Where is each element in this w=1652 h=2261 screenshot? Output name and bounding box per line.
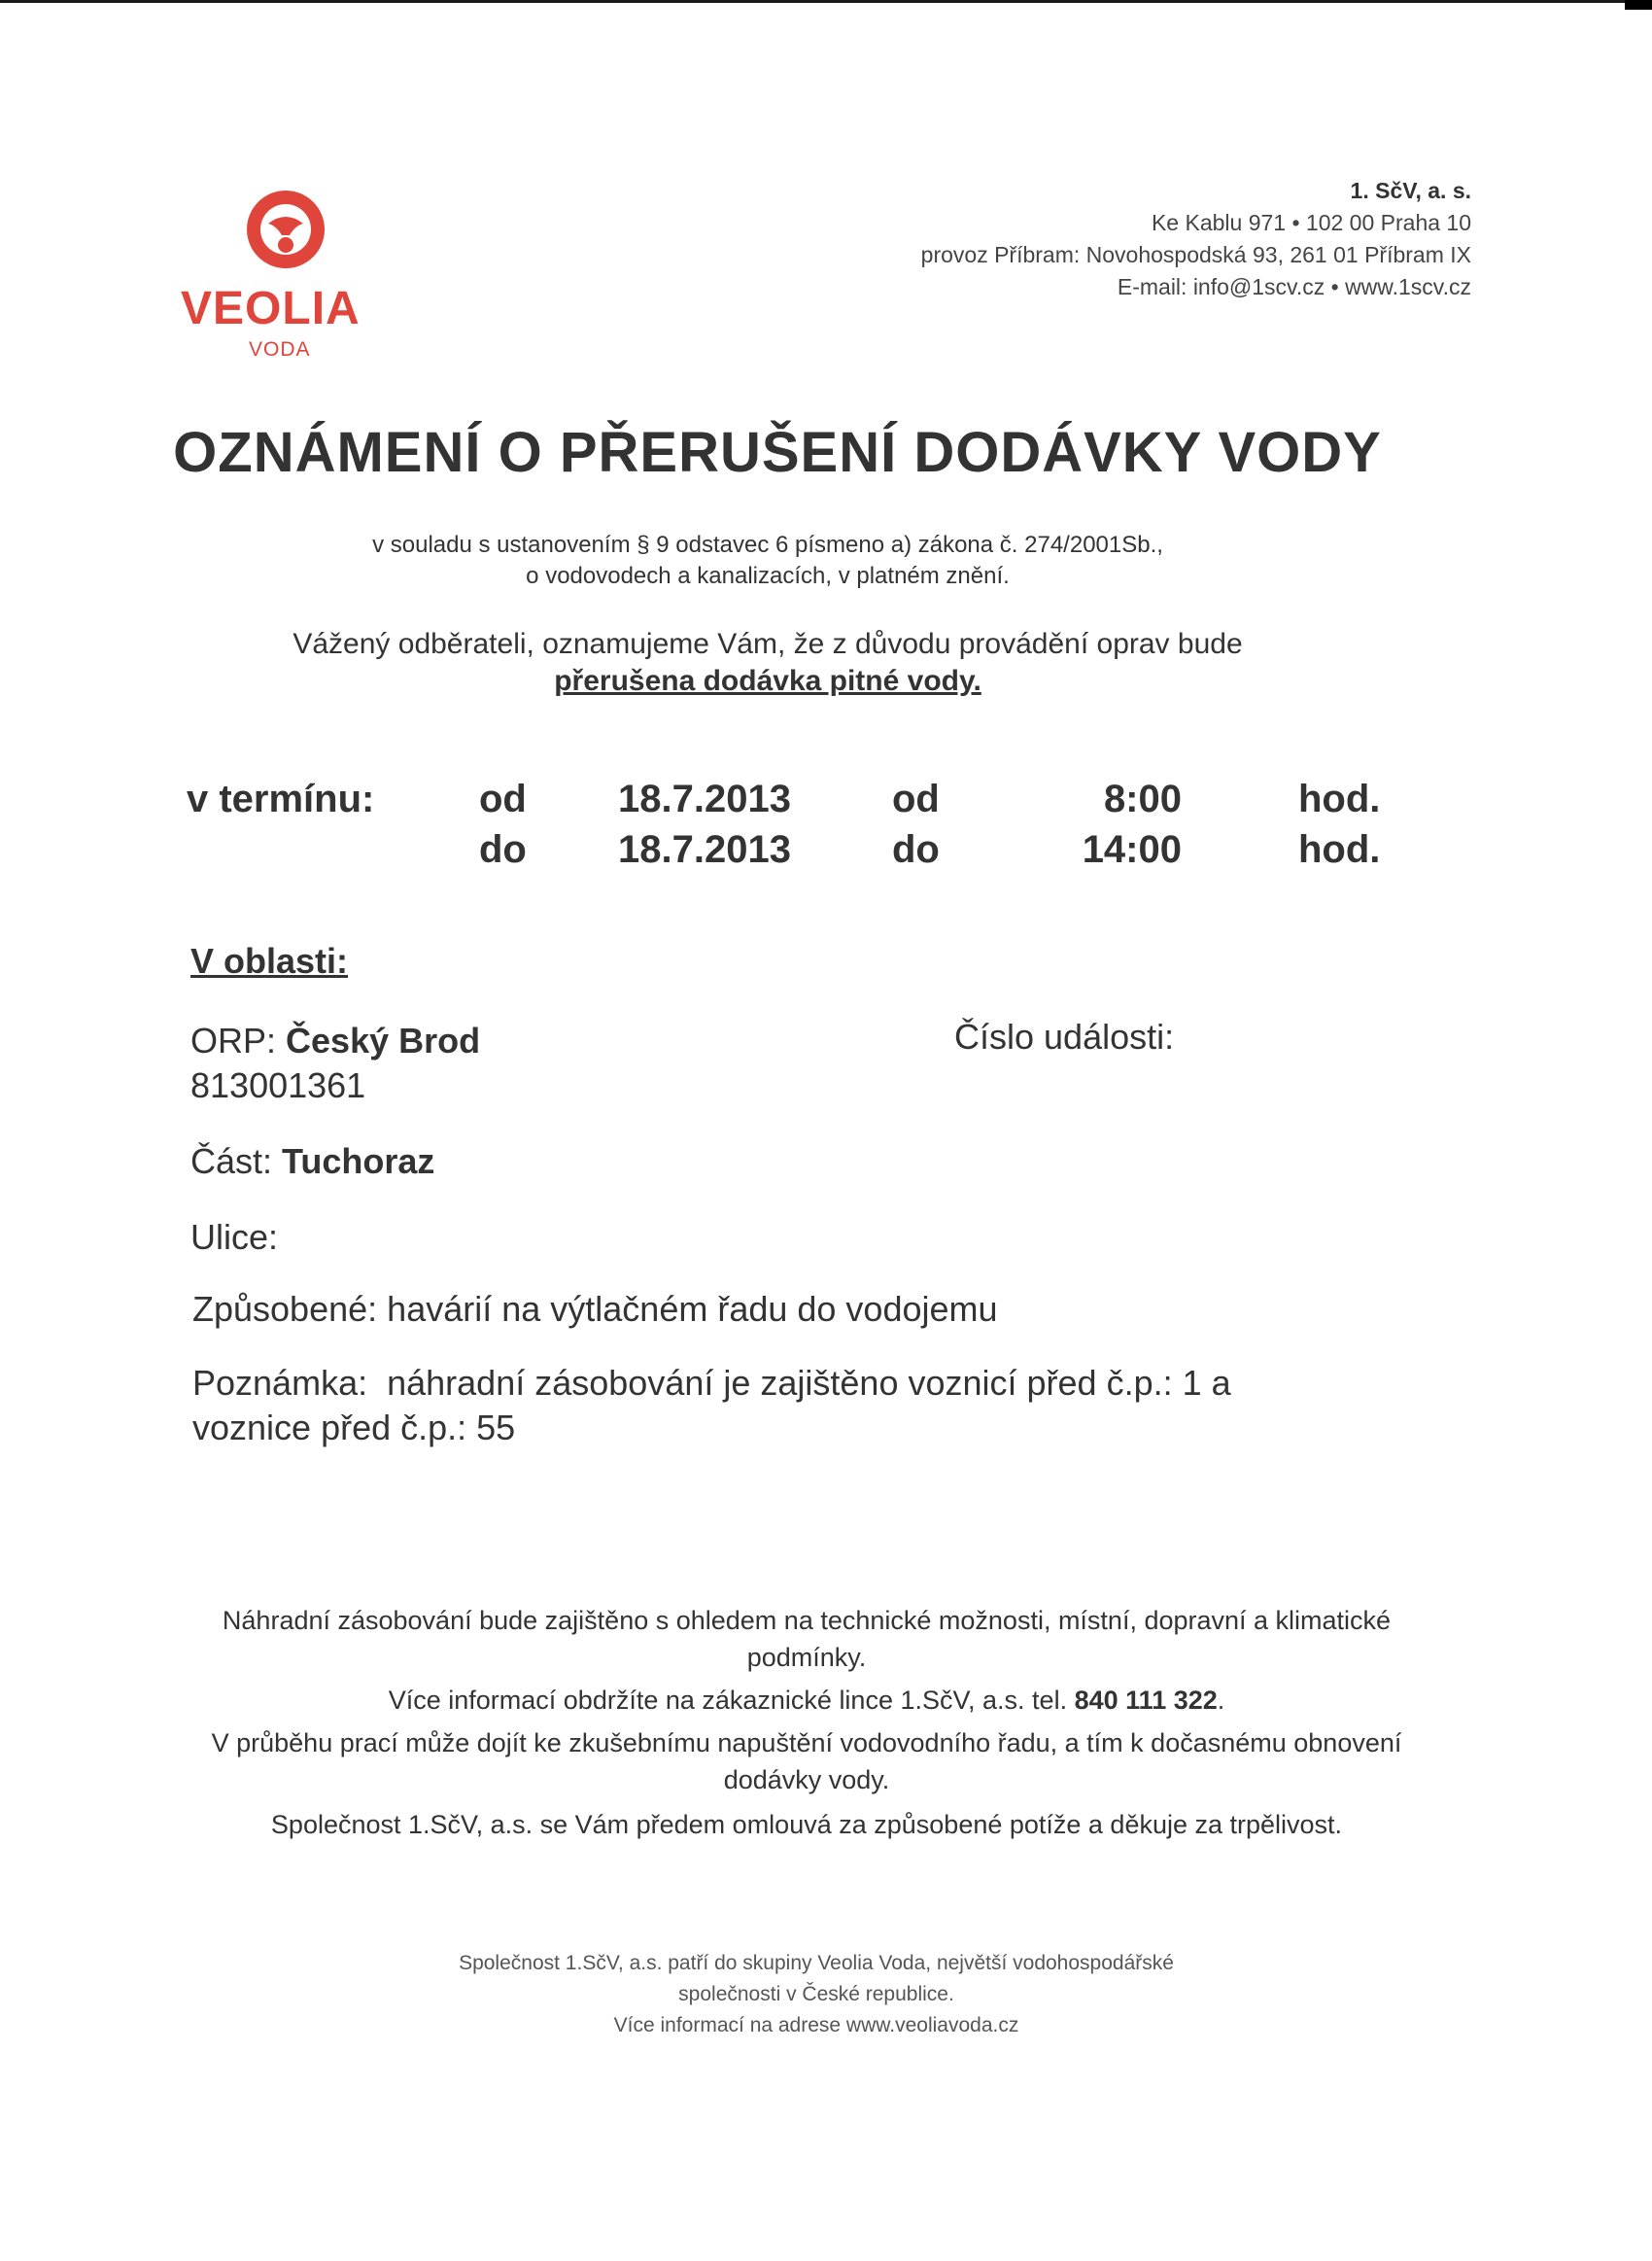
term-row2-date: 18.7.2013	[618, 828, 791, 871]
term-time-words	[892, 774, 940, 875]
term-row2-unit: hod.	[1298, 828, 1381, 871]
footer	[330, 1948, 1302, 2041]
term-row1-word: od	[479, 778, 527, 820]
top-border	[0, 0, 1652, 3]
footer-line-2: společnosti v České republice.	[678, 1983, 954, 2005]
logo-subtitle: VODA	[249, 338, 311, 361]
term-row1-date: 18.7.2013	[618, 778, 791, 820]
hotline-phone: 840 111 322	[1074, 1686, 1218, 1715]
notice-2-end: .	[1217, 1686, 1225, 1715]
notice-1-line-1: Náhradní zásobování bude zajištěno s ohledem na technické možnosti, místní, dopravní a klimatické	[222, 1606, 1392, 1635]
notice-2	[136, 1682, 1477, 1719]
notice-2-text: Více informací obdržíte na zákaznické lince 1.SčV, a.s. tel.	[388, 1686, 1068, 1715]
notice-3-line-2: dodávky vody.	[723, 1765, 890, 1794]
orp-value: Český Brod	[286, 1021, 481, 1061]
orp-code: 813001361	[190, 1065, 366, 1105]
law-line-2: o vodovodech a kanalizacích, v platném znění.	[526, 563, 1010, 589]
notice-3-line-1: V průběhu prací může dojít ke zkušebnímu napuštění vodovodního řadu, a tím k dočasnému obnovení	[211, 1728, 1402, 1757]
part-label: Část:	[190, 1141, 273, 1181]
logo-name: VEOLIA	[181, 283, 361, 334]
part-field	[190, 1139, 434, 1184]
term-row2-time: 14:00	[1082, 828, 1182, 871]
term-row2-word: do	[479, 828, 527, 871]
part-value: Tuchoraz	[282, 1141, 435, 1181]
veolia-logo	[181, 181, 395, 365]
note-line-2: voznice před č.p.: 55	[192, 1408, 516, 1447]
term-units	[1298, 774, 1380, 875]
street-label: Ulice:	[190, 1217, 279, 1257]
address-line-3: E-mail: info@1scv.cz • www.1scv.cz	[1117, 274, 1471, 299]
notice-1	[136, 1602, 1477, 1676]
intro-text	[233, 626, 1302, 700]
note-line-1: náhradní zásobování je zajištěno voznicí před č.p.: 1 a	[387, 1363, 1231, 1403]
cause-label: Způsobené:	[192, 1289, 378, 1329]
address-line-1: Ke Kablu 971 • 102 00 Praha 10	[1151, 210, 1471, 235]
term-label: v termínu:	[187, 778, 375, 820]
term-dates	[618, 774, 791, 875]
term-row1-unit: hod.	[1298, 778, 1381, 820]
term-row1-time: 8:00	[1103, 778, 1182, 820]
term-times	[1075, 774, 1182, 875]
orp-field	[190, 1019, 480, 1108]
term-row2-time-word: do	[892, 828, 940, 871]
cause-field	[192, 1287, 998, 1332]
footer-line-1: Společnost 1.SčV, a.s. patří do skupiny Veolia Voda, největší vodohospodářské	[459, 1952, 1174, 1974]
note-field	[192, 1361, 1231, 1450]
law-reference	[233, 530, 1302, 592]
company-address	[921, 175, 1471, 303]
company-name: 1. SčV, a. s.	[1350, 178, 1471, 203]
intro-line-2: přerušena dodávka pitné vody.	[554, 665, 981, 697]
intro-line-1: Vážený odběrateli, oznamujeme Vám, že z důvodu provádění oprav bude	[293, 628, 1243, 660]
term-row1-time-word: od	[892, 778, 940, 820]
notice-4: Společnost 1.SčV, a.s. se Vám předem omlouvá za způsobené potíže a děkuje za trpělivost.	[270, 1810, 1343, 1839]
law-line-1: v souladu s ustanovením § 9 odstavec 6 písmeno a) zákona č. 274/2001Sb.,	[372, 532, 1163, 558]
orp-label: ORP:	[190, 1021, 277, 1061]
veolia-emblem-icon	[181, 181, 395, 278]
term-from-to-words	[479, 774, 527, 875]
corner-mark	[1625, 0, 1652, 10]
page-title: OZNÁMENÍ O PŘERUŠENÍ DODÁVKY VODY	[173, 421, 1382, 484]
cause-value: havárií na výtlačném řadu do vodojemu	[387, 1289, 998, 1329]
notice-1-line-2: podmínky.	[746, 1643, 867, 1672]
notice-3	[136, 1724, 1477, 1798]
area-label: V oblasti:	[190, 941, 349, 981]
address-line-2: provoz Příbram: Novohospodská 93, 261 01 Příbram IX	[920, 242, 1471, 267]
event-number-label: Číslo události:	[954, 1017, 1175, 1057]
note-label: Poznámka:	[192, 1363, 368, 1403]
footer-line-3: Více informací na adrese www.veoliavoda.cz	[613, 2014, 1019, 2036]
